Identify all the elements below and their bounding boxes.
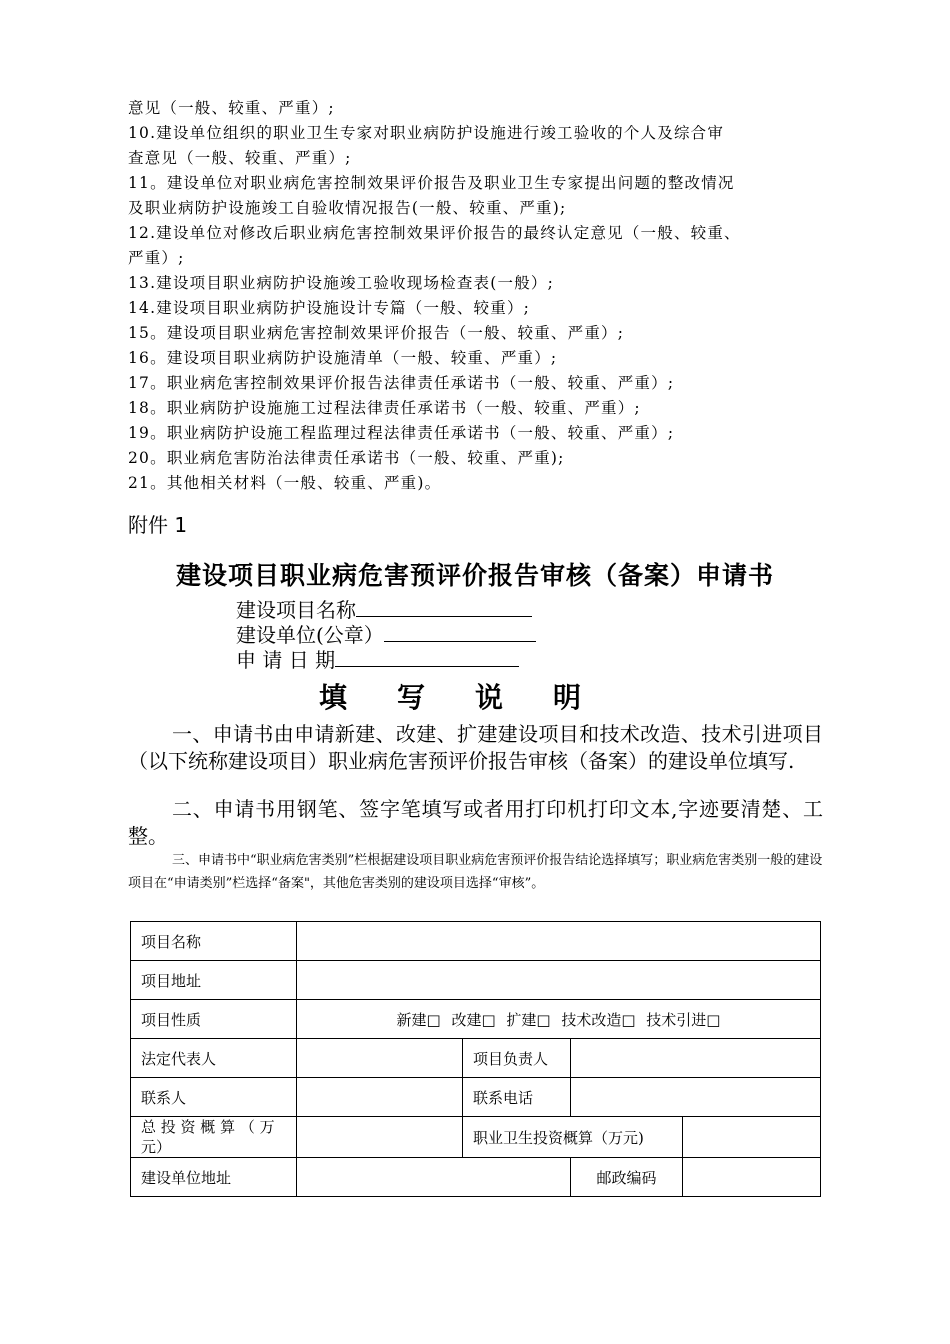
table-row (131, 1000, 821, 1039)
date-blank[interactable] (335, 646, 519, 667)
list-item: 16。建设项目职业病防护设施清单（一般、较重、严重）; (128, 349, 558, 367)
paragraph-1-text: 一、申请书由申请新建、改建、扩建建设项目和技术改造、技术引进项目（以下统称建设项目）职业病危害预评价报告审核（备案）的建设单位填写. (128, 722, 823, 773)
total-investment-input-cell[interactable] (297, 1117, 463, 1158)
attachment-label: 附件 1 (128, 513, 188, 537)
project-name-input-cell[interactable] (297, 922, 821, 961)
paragraph-2-text: 二、申请书用钢笔、签字笔填写或者用打印机打印文本,字迹要清楚、工整。 (128, 797, 823, 848)
table-row (131, 922, 821, 961)
list-item: 意见（一般、较重、严重）; (128, 99, 335, 117)
date-field (236, 646, 519, 675)
legal-rep-label-cell: 法定代表人 (131, 1039, 297, 1078)
list-item: 10.建设单位组织的职业卫生专家对职业病防护设施进行竣工验收的个人及综合审 (128, 124, 725, 142)
table-row (131, 1078, 821, 1117)
total-investment-label-cell: 总 投 资 概 算 （ 万 元） (131, 1117, 297, 1158)
unit-address-input-cell[interactable] (297, 1158, 571, 1197)
project-name-label: 建设项目名称 (236, 598, 356, 622)
contact-phone-input-cell[interactable] (571, 1078, 821, 1117)
list-item: 17。职业病危害控制效果评价报告法律责任承诺书（一般、较重、严重）; (128, 374, 675, 392)
list-item: 11。建设单位对职业病危害控制效果评价报告及职业卫生专家提出问题的整改情况 (128, 174, 735, 192)
instruction-paragraph-3 (128, 849, 823, 895)
project-nature-label-cell: 项目性质 (131, 1000, 297, 1039)
contact-phone-label-cell: 联系电话 (463, 1078, 571, 1117)
date-label: 申 请 日 期 (236, 648, 336, 672)
legal-rep-input-cell[interactable] (297, 1039, 463, 1078)
form-title: 建设项目职业病危害预评价报告审核（备案）申请书 (175, 561, 774, 590)
list-item: 严重）; (128, 249, 185, 267)
instruction-paragraph-2 (128, 796, 823, 850)
list-item: 15。建设项目职业病危害控制效果评价报告（一般、较重、严重）; (128, 324, 625, 342)
unit-blank[interactable] (384, 621, 536, 642)
list-item: 18。职业病防护设施施工过程法律责任承诺书（一般、较重、严重）; (128, 399, 641, 417)
table-row (131, 1158, 821, 1197)
list-item: 19。职业病防护设施工程监理过程法律责任承诺书（一般、较重、严重）; (128, 424, 675, 442)
list-item: 13.建设项目职业病防护设施竣工验收现场检查表(一般）; (128, 274, 555, 292)
contact-input-cell[interactable] (297, 1078, 463, 1117)
project-nature-options[interactable]: 新建□ 改建□ 扩建□ 技术改造□ 技术引进□ (297, 1000, 821, 1039)
project-leader-input-cell[interactable] (571, 1039, 821, 1078)
project-name-label-cell: 项目名称 (131, 922, 297, 961)
unit-label: 建设单位(公章） (236, 623, 384, 647)
list-item: 及职业病防护设施竣工自验收情况报告(一般、较重、严重); (128, 199, 567, 217)
health-investment-input-cell[interactable] (683, 1117, 821, 1158)
requirements-list (128, 96, 828, 496)
postal-code-label-cell: 邮政编码 (571, 1158, 683, 1197)
list-item: 查意见（一般、较重、严重）; (128, 149, 352, 167)
table-row (131, 1117, 821, 1158)
unit-address-label-cell: 建设单位地址 (131, 1158, 297, 1197)
project-address-input-cell[interactable] (297, 961, 821, 1000)
paragraph-3-text: 三、申请书中“职业病危害类别”栏根据建设项目职业病危害预评价报告结论选择填写；职业病危害类别一般的建设项目在“申请类别”栏选择“备案"，其他危害类别的建设项目选择“审核”。 (128, 853, 823, 891)
project-leader-label-cell: 项目负责人 (463, 1039, 571, 1078)
table-row (131, 961, 821, 1000)
contact-label-cell: 联系人 (131, 1078, 297, 1117)
instructions-title: 填写说明 (318, 681, 631, 714)
application-form-table (130, 921, 821, 1197)
health-investment-label-cell: 职业卫生投资概算（万元) (463, 1117, 683, 1158)
project-name-blank[interactable] (356, 596, 532, 617)
list-item: 12.建设单位对修改后职业病危害控制效果评价报告的最终认定意见（一般、较重、 (128, 224, 741, 242)
instruction-paragraph-1 (128, 721, 823, 775)
table-row (131, 1039, 821, 1078)
postal-code-input-cell[interactable] (683, 1158, 821, 1197)
list-item: 14.建设项目职业病防护设施设计专篇（一般、较重）; (128, 299, 531, 317)
project-address-label-cell: 项目地址 (131, 961, 297, 1000)
list-item: 21。其他相关材料（一般、较重、严重)。 (128, 474, 442, 492)
list-item: 20。职业病危害防治法律责任承诺书（一般、较重、严重); (128, 449, 565, 467)
